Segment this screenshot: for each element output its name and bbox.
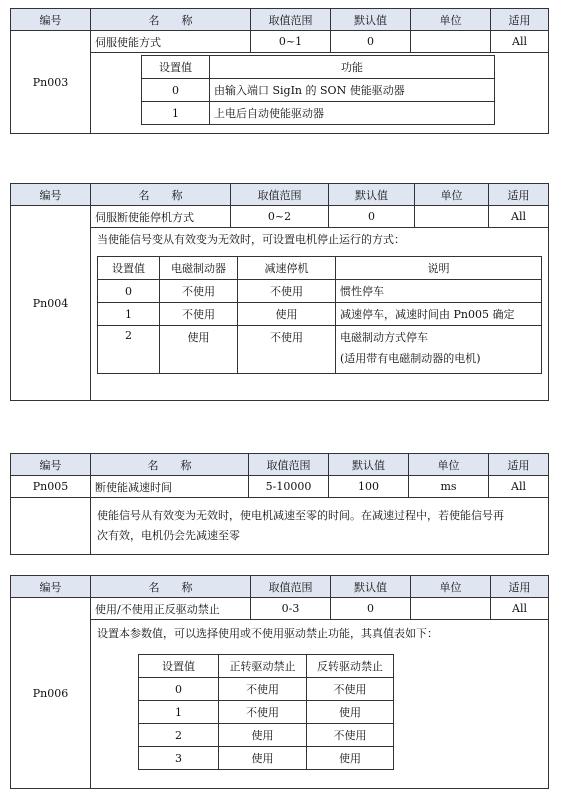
param-code: Pn004 bbox=[11, 206, 91, 401]
table-row bbox=[98, 303, 542, 326]
param-apply: All bbox=[489, 476, 549, 498]
table-cell: 2 bbox=[98, 326, 160, 374]
table-row bbox=[139, 701, 394, 724]
table-cell: 0 bbox=[139, 678, 219, 701]
table-cell: 惯性停车 bbox=[336, 280, 542, 303]
stop-mode-table bbox=[97, 256, 542, 374]
header-range: 取值范围 bbox=[251, 576, 331, 598]
param-name: 使用/不使用正反驱动禁止 bbox=[91, 598, 251, 620]
header-range: 取值范围 bbox=[249, 454, 329, 476]
header-default: 默认值 bbox=[331, 576, 411, 598]
description-line: 次有效，电机仍会先减速至零 bbox=[97, 529, 240, 542]
table-row bbox=[98, 280, 542, 303]
table-cell: 不使用 bbox=[238, 280, 336, 303]
table-cell: 不使用 bbox=[307, 678, 394, 701]
header-default: 默认值 bbox=[329, 184, 415, 206]
table-cell: 使用 bbox=[307, 701, 394, 724]
param-intro: 当使能信号变从有效变为无效时，可设置电机停止运行的方式： bbox=[97, 233, 405, 246]
param-unit: ms bbox=[409, 476, 489, 498]
param-description bbox=[91, 498, 549, 555]
header-row bbox=[11, 576, 549, 598]
header-range: 取值范围 bbox=[251, 9, 331, 31]
param-intro: 设置本参数值，可以选择使用或不使用驱动禁止功能，其真值表如下： bbox=[97, 627, 438, 640]
table-cell: 使用 bbox=[238, 303, 336, 326]
param-unit bbox=[411, 31, 491, 53]
table-cell: 不使用 bbox=[219, 701, 307, 724]
table-cell: 不使用 bbox=[219, 678, 307, 701]
table-header: 设置值 bbox=[98, 257, 160, 280]
param-name: 断使能减速时间 bbox=[91, 476, 249, 498]
table-header: 电磁制动器 bbox=[160, 257, 238, 280]
param-name: 伺服断使能停机方式 bbox=[91, 206, 231, 228]
table-header: 设置值 bbox=[139, 655, 219, 678]
header-apply: 适用 bbox=[491, 576, 549, 598]
table-cell: 不使用 bbox=[307, 724, 394, 747]
param-name: 伺服使能方式 bbox=[91, 31, 251, 53]
param-detail bbox=[91, 620, 549, 789]
table-cell: 1 bbox=[142, 102, 210, 125]
param-unit bbox=[415, 206, 489, 228]
header-name: 名 称 bbox=[91, 9, 251, 31]
param-block-pn003 bbox=[10, 8, 548, 134]
header-id: 编号 bbox=[11, 184, 91, 206]
table-cell: 1 bbox=[139, 701, 219, 724]
function-table bbox=[141, 55, 495, 125]
param-detail bbox=[91, 53, 549, 134]
table-cell bbox=[336, 326, 542, 374]
param-table-pn005 bbox=[10, 453, 549, 555]
stop-mode-description: 电磁制动方式停车 bbox=[340, 331, 428, 344]
table-header: 减速停机 bbox=[238, 257, 336, 280]
table-cell: 0 bbox=[98, 280, 160, 303]
table-cell: 使用 bbox=[219, 747, 307, 770]
header-default: 默认值 bbox=[331, 9, 411, 31]
table-row bbox=[139, 724, 394, 747]
header-row bbox=[11, 184, 549, 206]
param-default: 0 bbox=[331, 31, 411, 53]
header-range: 取值范围 bbox=[231, 184, 329, 206]
table-cell: 使用 bbox=[307, 747, 394, 770]
param-default: 100 bbox=[329, 476, 409, 498]
header-row bbox=[11, 454, 549, 476]
param-apply: All bbox=[491, 598, 549, 620]
param-detail bbox=[91, 228, 549, 401]
table-row bbox=[139, 678, 394, 701]
description-line: 使能信号从有效变为无效时，使电机减速至零的时间。在减速过程中，若使能信号再 bbox=[97, 509, 504, 522]
param-range: 5-10000 bbox=[249, 476, 329, 498]
table-header: 功能 bbox=[210, 56, 495, 79]
table-cell: 1 bbox=[98, 303, 160, 326]
table-cell: 不使用 bbox=[160, 280, 238, 303]
param-apply: All bbox=[489, 206, 549, 228]
param-code: Pn005 bbox=[11, 476, 91, 498]
table-row bbox=[142, 102, 495, 125]
table-row bbox=[139, 747, 394, 770]
table-row bbox=[142, 79, 495, 102]
param-code: Pn006 bbox=[11, 598, 91, 789]
header-row bbox=[11, 9, 549, 31]
header-name: 名 称 bbox=[91, 454, 249, 476]
table-cell: 不使用 bbox=[238, 326, 336, 374]
table-cell: 不使用 bbox=[160, 303, 238, 326]
header-name: 名 称 bbox=[91, 576, 251, 598]
param-default: 0 bbox=[329, 206, 415, 228]
table-cell: 3 bbox=[139, 747, 219, 770]
header-apply: 适用 bbox=[489, 454, 549, 476]
param-range: 0~2 bbox=[231, 206, 329, 228]
param-block-pn006 bbox=[10, 575, 548, 789]
param-range: 0~1 bbox=[251, 31, 331, 53]
header-unit: 单位 bbox=[415, 184, 489, 206]
param-block-pn005 bbox=[10, 453, 548, 555]
param-range: 0-3 bbox=[251, 598, 331, 620]
header-unit: 单位 bbox=[411, 9, 491, 31]
header-unit: 单位 bbox=[409, 454, 489, 476]
table-cell: 使用 bbox=[160, 326, 238, 374]
code-cell-empty bbox=[11, 498, 91, 555]
param-unit bbox=[411, 598, 491, 620]
param-table-pn004 bbox=[10, 183, 549, 401]
header-default: 默认值 bbox=[329, 454, 409, 476]
table-cell: 减速停车，减速时间由 Pn005 确定 bbox=[336, 303, 542, 326]
stop-mode-note: (适用带有电磁制动器的电机) bbox=[340, 352, 481, 365]
header-name: 名 称 bbox=[91, 184, 231, 206]
table-cell: 2 bbox=[139, 724, 219, 747]
table-cell: 上电后自动使能驱动器 bbox=[210, 102, 495, 125]
header-id: 编号 bbox=[11, 9, 91, 31]
header-id: 编号 bbox=[11, 454, 91, 476]
header-apply: 适用 bbox=[489, 184, 549, 206]
param-table-pn003 bbox=[10, 8, 549, 134]
table-row bbox=[98, 326, 542, 374]
param-apply: All bbox=[491, 31, 549, 53]
header-id: 编号 bbox=[11, 576, 91, 598]
param-code: Pn003 bbox=[11, 31, 91, 134]
param-block-pn004 bbox=[10, 183, 548, 401]
table-cell: 由输入端口 SigIn 的 SON 使能驱动器 bbox=[210, 79, 495, 102]
table-header: 设置值 bbox=[142, 56, 210, 79]
table-header: 反转驱动禁止 bbox=[307, 655, 394, 678]
header-apply: 适用 bbox=[491, 9, 549, 31]
header-unit: 单位 bbox=[411, 576, 491, 598]
table-header: 说明 bbox=[336, 257, 542, 280]
param-table-pn006 bbox=[10, 575, 549, 789]
truth-table bbox=[138, 654, 394, 770]
table-header: 正转驱动禁止 bbox=[219, 655, 307, 678]
table-cell: 0 bbox=[142, 79, 210, 102]
param-default: 0 bbox=[331, 598, 411, 620]
table-cell: 使用 bbox=[219, 724, 307, 747]
